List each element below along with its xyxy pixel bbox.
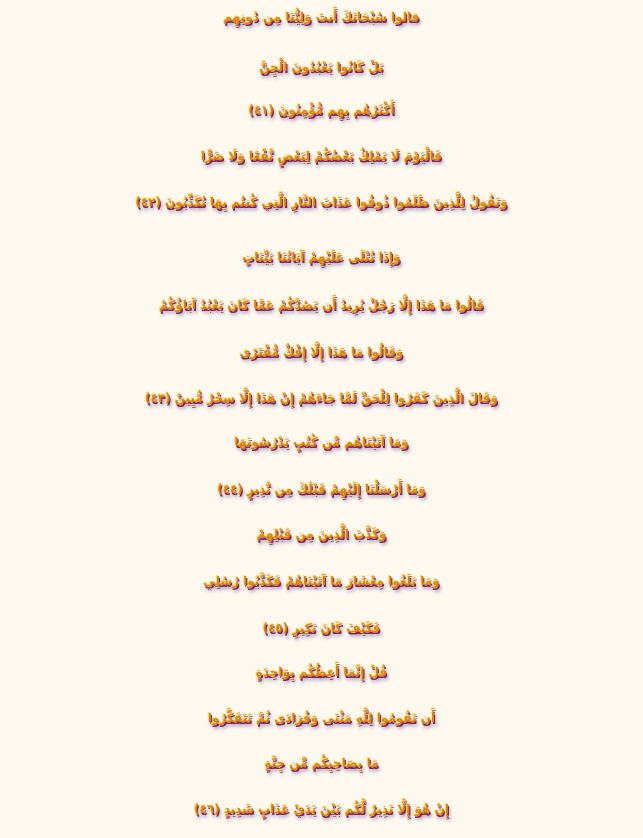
verse-line: إِنْ هُوَ إِلَّا نَذِيرٌ لَّكُم بَيْنَ يَدَيْ عَذَابٍ شَدِيدٍ (٤٦) xyxy=(194,802,449,816)
verse-line: مَا بِصَاحِبِكُم مِّن جِنَّةٍ xyxy=(264,756,379,770)
verse-line: وَكَذَّبَ الَّذِينَ مِن قَبْلِهِمْ xyxy=(256,527,387,541)
verse-line: وَمَا بَلَغُوا مِعْشَارَ مَا آتَيْنَاهُمْ فَكَذَّبُوا رُسُلِي xyxy=(203,574,440,588)
verse-line: أَكْثَرُهُم بِهِم مُّؤْمِنُونَ (٤١) xyxy=(248,103,395,117)
verse-line: بَلْ كَانُوا يَعْبُدُونَ الْجِنَّ xyxy=(259,60,384,74)
verse-line: وَمَا أَرْسَلْنَا إِلَيْهِمْ قَبْلَكَ مِن نَّذِيرٍ (٤٤) xyxy=(217,482,426,496)
verse-line: قالوا سُبْحَانَكَ أَنتَ وَلِيُّنَا مِن دُونِهِم xyxy=(223,10,420,24)
verse-line: فَالْيَوْمَ لَا يَمْلِكُ بَعْضُكُمْ لِبَعْضٍ نَّفْعًا وَلَا ضَرًّا xyxy=(201,149,442,163)
verse-line: وَقَالُوا مَا هَذَا إِلَّا إِفْكٌ مُّفْتَرًى xyxy=(239,345,404,359)
verse-line: وَقَالَ الَّذِينَ كَفَرُوا لِلْحَقِّ لَمَّا جَاءَهُمْ إِنْ هَذَا إِلَّا سِحْرٌ مُّبِينٌ (٤٣) xyxy=(145,391,498,405)
verse-line: وَمَا آتَيْنَاهُم مِّن كُتُبٍ يَدْرُسُونَهَا xyxy=(234,435,409,449)
verse-line: قَالُوا مَا هَذَا إِلَّا رَجُلٌ يُرِيدُ أَن يَصُدَّكُمْ عَمَّا كَانَ يَعْبُدُ آبَاؤُكُمْ xyxy=(158,298,485,312)
verse-line: وَنَقُولُ لِلَّذِينَ ظَلَمُوا ذُوقُوا عَذَابَ النَّارِ الَّتِي كُنتُم بِهَا تُكَذِّبُونَ (٤٢) xyxy=(135,195,508,209)
verse-line: فَكَيْفَ كَانَ نَكِيرِ (٤٥) xyxy=(262,621,381,635)
verse-line: قُلْ إِنَّمَا أَعِظُكُم بِوَاحِدَةٍ xyxy=(255,665,388,679)
verse-line: أَن تَقُومُوا لِلَّهِ مَثْنَى وَفُرَادَى ثُمَّ تَتَفَكَّرُوا xyxy=(207,711,436,725)
verse-line: وَإِذَا تُتْلَى عَلَيْهِمْ آيَاتُنَا بَيِّنَاتٍ xyxy=(242,250,401,264)
